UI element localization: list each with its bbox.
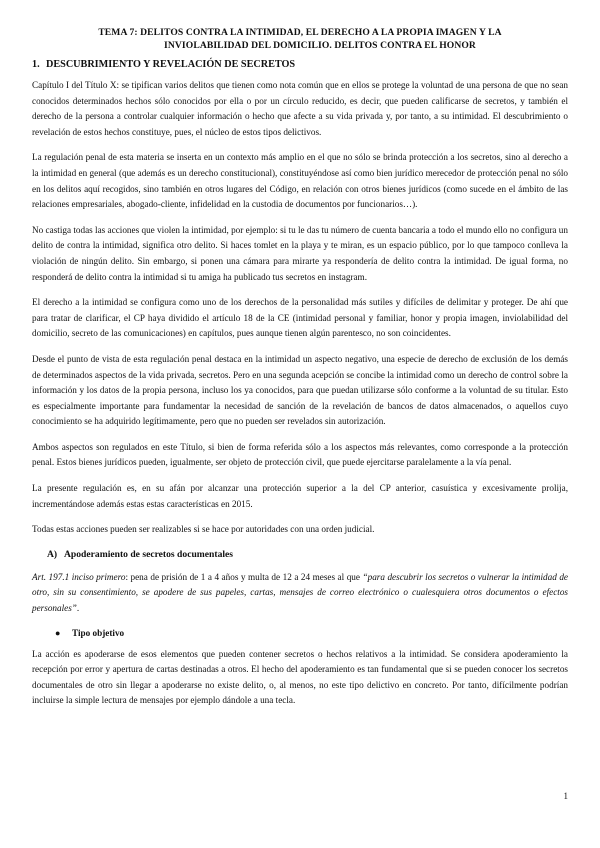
article-paragraph <box>32 570 568 617</box>
paragraph: Todas estas acciones pueden ser realizables si se hace por autoridades con una orden judicial. <box>32 524 375 535</box>
section-number: 1. <box>32 59 40 70</box>
article-text: : pena de prisión de 1 a 4 años y multa de 12 a 24 meses al que <box>125 571 363 582</box>
article-end: . <box>76 603 80 614</box>
paragraph: La acción es apoderarse de esos elementos que pueden contener secretos o hechos relativos a la intimidad. Se considera apoderamiento la recepción por error y apertura de cartas destinadas a otros. El hecho del apoderamiento es tan fundamental que si se pueden conocer los secretos documentales de otro sin llegar a apoderarse no existe delito, o, al menos, no este tipo delictivo en concreto. Por tanto, difícilmente podrían incluirse la simple lectura de mensajes por ejemplo dándole a una tecla. <box>32 648 568 706</box>
paragraph: El derecho a la intimidad se configura como uno de los derechos de la personalidad más sutiles y difíciles de delimitar y proteger. De ahí que para tratar de clarificar, el CP haya dividido el artículo 18 de la CE (intimidad personal y familiar, honor y propia imagen, inviolabilidad del domicilio, secreto de las comunicaciones) en capítulos, pues aunque tienen algún parentesco, no son coincidentes. <box>32 297 568 339</box>
bullet-icon: ● <box>55 627 61 638</box>
paragraph: Capítulo I del Título X: se tipifican varios delitos que tienen como nota común que en ellos se protege la voluntad de una persona de que no sean conocidos determinados hechos sólo conocidos por ella o por un círculo reducido, es decir, que pueden calificarse de secretos, y también el derecho de la persona a controlar cualquier información o hecho que afecte a su vida privada y, por tanto, a su intimidad. El descubrimiento o revelación de estos hechos constituye, pues, el núcleo de estos tipos delictivos. <box>32 80 568 137</box>
subsection-letter: A) <box>47 548 58 560</box>
article-reference: Art. 197.1 inciso primero <box>32 571 126 582</box>
document-page <box>32 26 568 719</box>
page-number: 1 <box>563 791 568 801</box>
title-line-1: TEMA 7: DELITOS CONTRA LA INTIMIDAD, EL DERECHO A LA PROPIA IMAGEN Y LA <box>98 27 502 38</box>
paragraph: La regulación penal de esta materia se inserta en un contexto más amplio en el que no sólo se brinda protección a los secretos, sino al derecho a la intimidad en general (que además es un derecho constitucional), constituyéndose así como bien jurídico merecedor de protección penal no sólo en los delitos aquí recogidos, sino también en otros lugares del Código, en relación con otros bienes jurídicos (como sucede en el ámbito de las relaciones empresariales, abogado-cliente, infidelidad en la custodia de documentos por funcionarios…). <box>32 152 568 210</box>
bullet-heading-text: Tipo objetivo <box>72 627 125 638</box>
article-quote: “para descubrir los secretos o vulnerar la intimidad de otro, sin su consentimiento, se apodere de sus papeles, cartas, mensajes de correo electrónico o cualesquiera otros documentos o efectos personales” <box>32 571 568 614</box>
paragraph: Desde el punto de vista de esta regulación penal destaca en la intimidad un aspecto negativo, una especie de derecho de exclusión de los demás de determinados aspectos de la vida privada, secretos. Pero en una segunda acepción se concibe la intimidad como un derecho de control sobre la información y los datos de la propia persona, incluso los ya conocidos, para que puedan utilizarse sólo conforme a la voluntad de su titular. Esto es especialmente importante para fundamentar la necesidad de sanción de la revelación de bancos de datos almacenados, o aquellos cuyo conocimiento se ha adquirido legítimamente, pero que no pueden ser revelados sin autorización. <box>32 353 568 427</box>
subsection-title: Apoderamiento de secretos documentales <box>64 548 234 560</box>
section-heading <box>32 58 568 72</box>
document-title <box>32 26 568 52</box>
bullet-heading <box>55 627 568 640</box>
paragraph: Ambos aspectos son regulados en este Título, si bien de forma referida sólo a los aspectos más relevantes, como corresponde a la protección penal. Estos bienes jurídicos pueden, igualmente, ser objeto de protección civil, que puede ejercitarse paralelamente a la vía penal. <box>32 441 568 468</box>
section-title: DESCUBRIMIENTO Y REVELACIÓN DE SECRETOS <box>46 59 296 70</box>
paragraph: La presente regulación es, en su afán por alcanzar una protección superior a la del CP anterior, casuística y excesivamente prolija, incrementándose además estas estas características en 2015. <box>32 483 568 509</box>
paragraph: No castiga todas las acciones que violen la intimidad, por ejemplo: si tu le das tu número de cuenta bancaria a todo el mundo ello no configura un delito de contra la intimidad, significa otro delito. Si haces tomlet en la playa y te miran, es un espacio público, por lo que tampoco conlleva la violación de ningún delito. Sin embargo, si ponen una cámara para mirarte ya respondería de delito contra la intimidad. De igual forma, no responderá de delito contra la intimidad si tu amiga ha publicado tus secretos en instagram. <box>32 224 568 282</box>
subsection-heading <box>47 548 568 561</box>
title-line-2: INVIOLABILIDAD DEL DOMICILIO. DELITOS CONTRA EL HONOR <box>164 40 476 51</box>
